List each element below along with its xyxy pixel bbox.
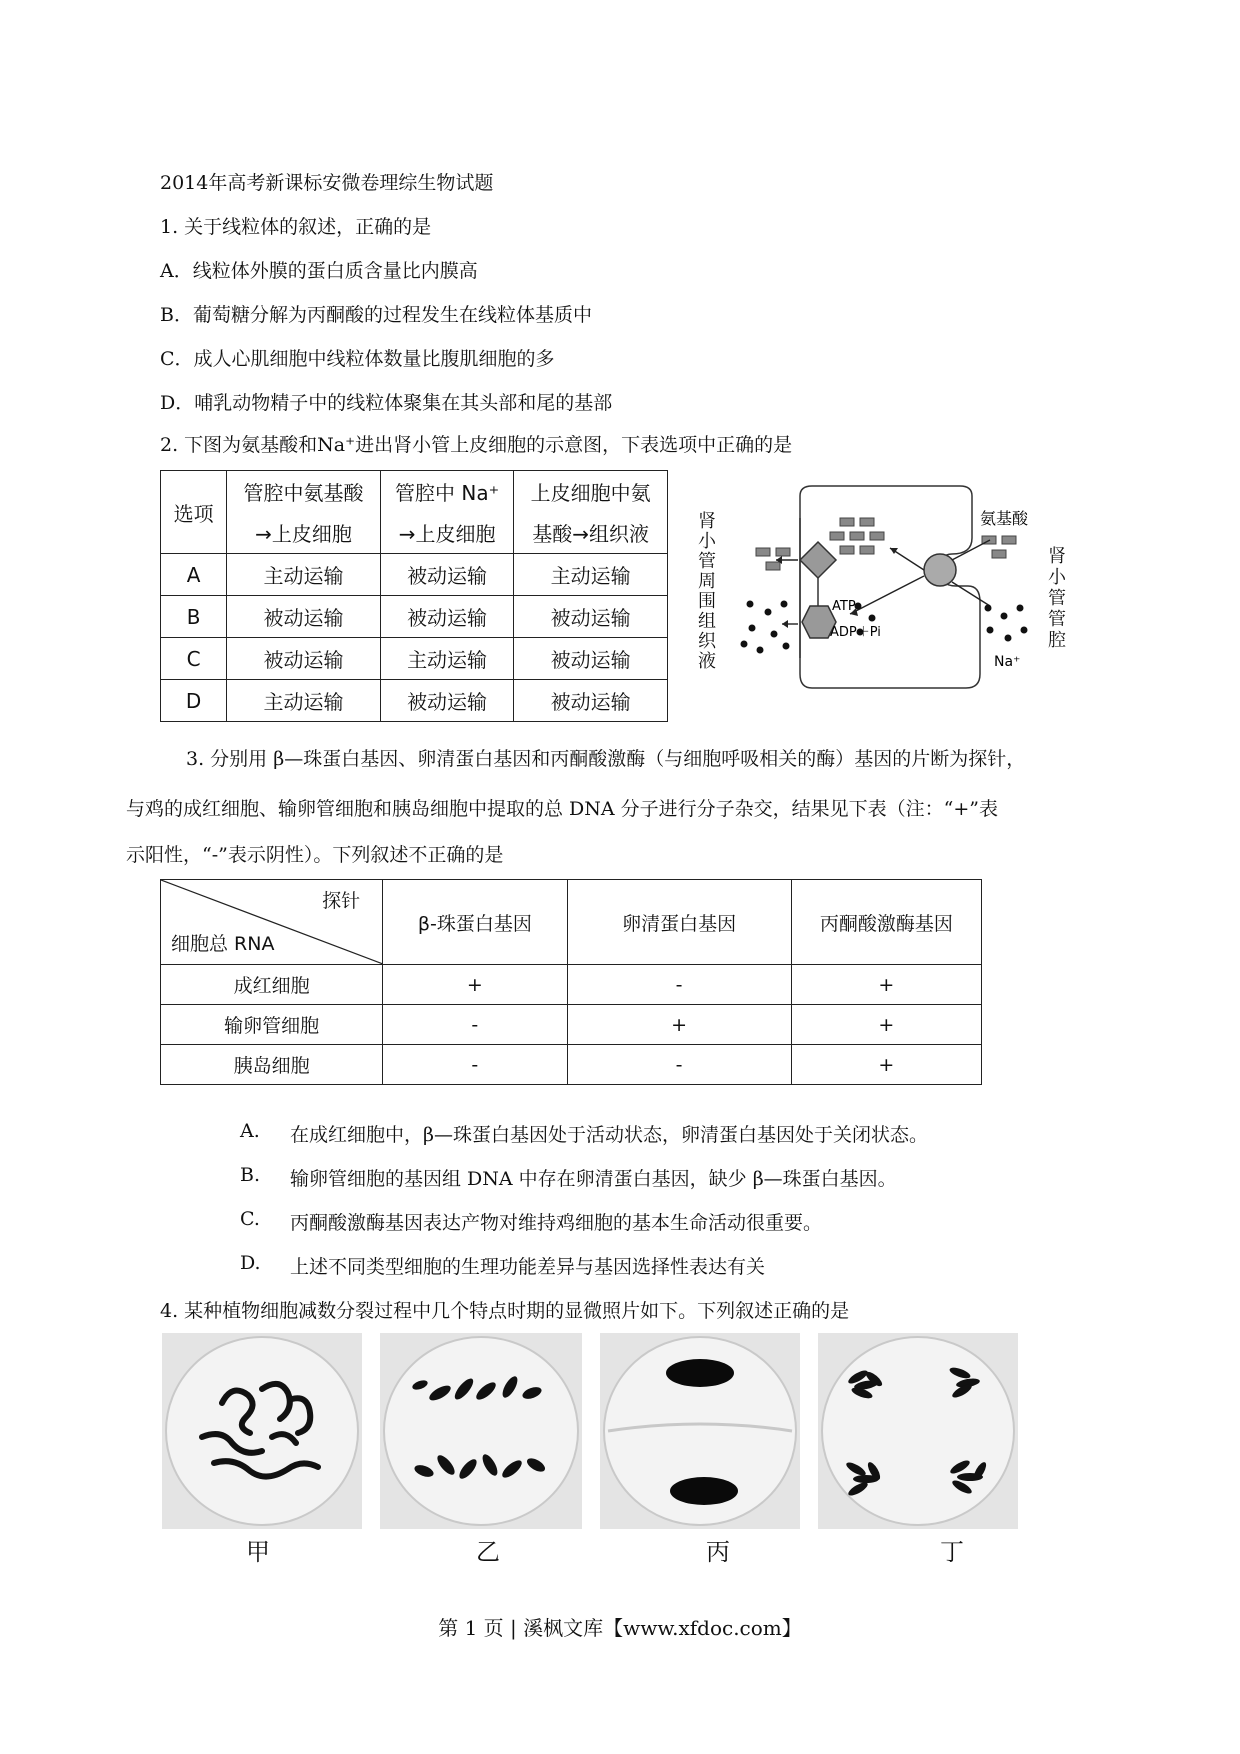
q2-row-d-option: D <box>161 680 227 722</box>
q3-row-islet: 胰岛细胞 <box>161 1045 383 1085</box>
q3-stem-line1: 3. 分别用 β—珠蛋白基因、卵清蛋白基因和丙酮酸激酶（与细胞呼吸相关的酶）基因的片断为探针， <box>186 748 1026 770</box>
q1-option-c: C．成人心肌细胞中线粒体数量比腹肌细胞的多 <box>160 348 555 370</box>
q3-table <box>160 879 982 1085</box>
micrograph-yi <box>380 1333 582 1529</box>
q3-cell-r1c1: + <box>383 965 567 1005</box>
q2-row-a-col2: 被动运输 <box>380 554 513 596</box>
diagram-right-label: 肾小管管腔 <box>1048 546 1066 651</box>
q1-option-b: B．葡萄糖分解为丙酮酸的过程发生在线粒体基质中 <box>160 304 592 326</box>
q3-row-erythroblast: 成红细胞 <box>161 965 383 1005</box>
q3-option-a-letter: A. <box>240 1120 260 1142</box>
q2-row-d-col3: 被动运输 <box>514 680 668 722</box>
micrograph-ding <box>818 1333 1018 1529</box>
q2-stem: 2. 下图为氨基酸和Na⁺进出肾小管上皮细胞的示意图，下表选项中正确的是 <box>160 434 793 456</box>
amino-acid-markers-left <box>756 548 790 570</box>
q2-row-a-option: A <box>161 554 227 596</box>
q2-row-b-col2: 被动运输 <box>380 596 513 638</box>
q3-cell-r3c1: - <box>383 1045 567 1085</box>
q3-cell-r2c3: + <box>791 1005 981 1045</box>
q3-col-beta-globin: β-珠蛋白基因 <box>383 880 567 965</box>
q3-cell-r3c2: - <box>567 1045 791 1085</box>
adp-label: ADP＋Pi <box>830 625 881 640</box>
q2-row-d-col1: 主动运输 <box>227 680 381 722</box>
kidney-tubule-diagram <box>690 478 1080 698</box>
q3-cell-r3c3: + <box>791 1045 981 1085</box>
amino-acid-label: 氨基酸 <box>980 509 1029 528</box>
amino-acid-markers-lumen <box>982 536 1016 558</box>
q2-head-col3-line1: 上皮细胞中氨 <box>514 471 668 513</box>
q2-head-col1-line1: 管腔中氨基酸 <box>227 471 381 513</box>
q1-option-d: D．哺乳动物精子中的线粒体聚集在其头部和尾的基部 <box>160 392 613 414</box>
q3-cell-r2c1: - <box>383 1005 567 1045</box>
caption-ding: 丁 <box>940 1538 964 1566</box>
q3-option-c-text: 丙酮酸激酶基因表达产物对维持鸡细胞的基本生命活动很重要。 <box>290 1212 823 1234</box>
cell-membrane <box>800 486 980 688</box>
q3-option-d-letter: D. <box>240 1252 261 1274</box>
q2-row-a-col3: 主动运输 <box>514 554 668 596</box>
q2-table <box>160 470 668 722</box>
q2-head-col2-line1: 管腔中 Na⁺ <box>380 471 513 513</box>
q2-row-c-col2: 主动运输 <box>380 638 513 680</box>
corner-bottom-label: 细胞总 RNA <box>171 933 275 955</box>
q2-row-b-option: B <box>161 596 227 638</box>
amino-acid-markers-cell <box>830 518 884 554</box>
q3-option-d-text: 上述不同类型细胞的生理功能差异与基因选择性表达有关 <box>290 1256 766 1278</box>
q1-option-a: A．线粒体外膜的蛋白质含量比内膜高 <box>160 260 478 282</box>
q3-cell-r2c2: + <box>567 1005 791 1045</box>
transporter-diamond <box>800 542 836 578</box>
q3-stem-line2: 与鸡的成红细胞、输卵管细胞和胰岛细胞中提取的总 DNA 分子进行分子杂交，结果见下表（注：“+”表 <box>126 798 999 820</box>
na-dots <box>741 601 1028 654</box>
q3-col-ovalbumin: 卵清蛋白基因 <box>567 880 791 965</box>
q2-head-col1-line2: →上皮细胞 <box>227 512 381 554</box>
q2-row-c-col3: 被动运输 <box>514 638 668 680</box>
caption-bing: 丙 <box>706 1538 730 1566</box>
q2-row-d-col2: 被动运输 <box>380 680 513 722</box>
page-title: 2014年高考新课标安微卷理综生物试题 <box>160 172 494 194</box>
carrier-sphere <box>924 554 956 586</box>
q2-head-option: 选项 <box>161 471 227 554</box>
q1-stem: 1. 关于线粒体的叙述，正确的是 <box>160 216 432 238</box>
caption-jia: 甲 <box>246 1538 270 1566</box>
q2-row-a-col1: 主动运输 <box>227 554 381 596</box>
q2-row-b-col3: 被动运输 <box>514 596 668 638</box>
caption-yi: 乙 <box>476 1538 500 1566</box>
q4-stem: 4. 某种植物细胞减数分裂过程中几个特点时期的显微照片如下。下列叙述正确的是 <box>160 1300 850 1322</box>
q3-option-a-text: 在成红细胞中，β—珠蛋白基因处于活动状态，卵清蛋白基因处于关闭状态。 <box>290 1124 928 1146</box>
corner-top-label: 探针 <box>322 890 361 912</box>
q3-cell-r1c3: + <box>791 965 981 1005</box>
q2-row-c-col1: 被动运输 <box>227 638 381 680</box>
q2-head-col2-line2: →上皮细胞 <box>380 512 513 554</box>
q2-row-c-option: C <box>161 638 227 680</box>
q3-option-c-letter: C. <box>240 1208 260 1230</box>
micrograph-jia <box>162 1333 362 1529</box>
diagram-left-label: 肾小管周围组织液 <box>698 511 716 672</box>
q3-col-pyruvate-kinase: 丙酮酸激酶基因 <box>791 880 981 965</box>
na-label: Na⁺ <box>994 654 1021 670</box>
q3-option-b-letter: B. <box>240 1164 261 1186</box>
q3-stem-line3: 示阳性，“-”表示阴性）。下列叙述不正确的是 <box>126 844 504 866</box>
atp-label: ATP <box>832 599 856 614</box>
q3-cell-r1c2: - <box>567 965 791 1005</box>
q3-option-b-text: 输卵管细胞的基因组 DNA 中存在卵清蛋白基因，缺少 β—珠蛋白基因。 <box>290 1168 897 1190</box>
q2-row-b-col1: 被动运输 <box>227 596 381 638</box>
q2-head-col3-line2: 基酸→组织液 <box>514 512 668 554</box>
page-footer: 第 1 页 | 溪枫文库【www.xfdoc.com】 <box>438 1616 802 1640</box>
q3-row-oviduct: 输卵管细胞 <box>161 1005 383 1045</box>
q3-corner-cell <box>161 880 383 965</box>
micrograph-bing <box>600 1333 800 1529</box>
